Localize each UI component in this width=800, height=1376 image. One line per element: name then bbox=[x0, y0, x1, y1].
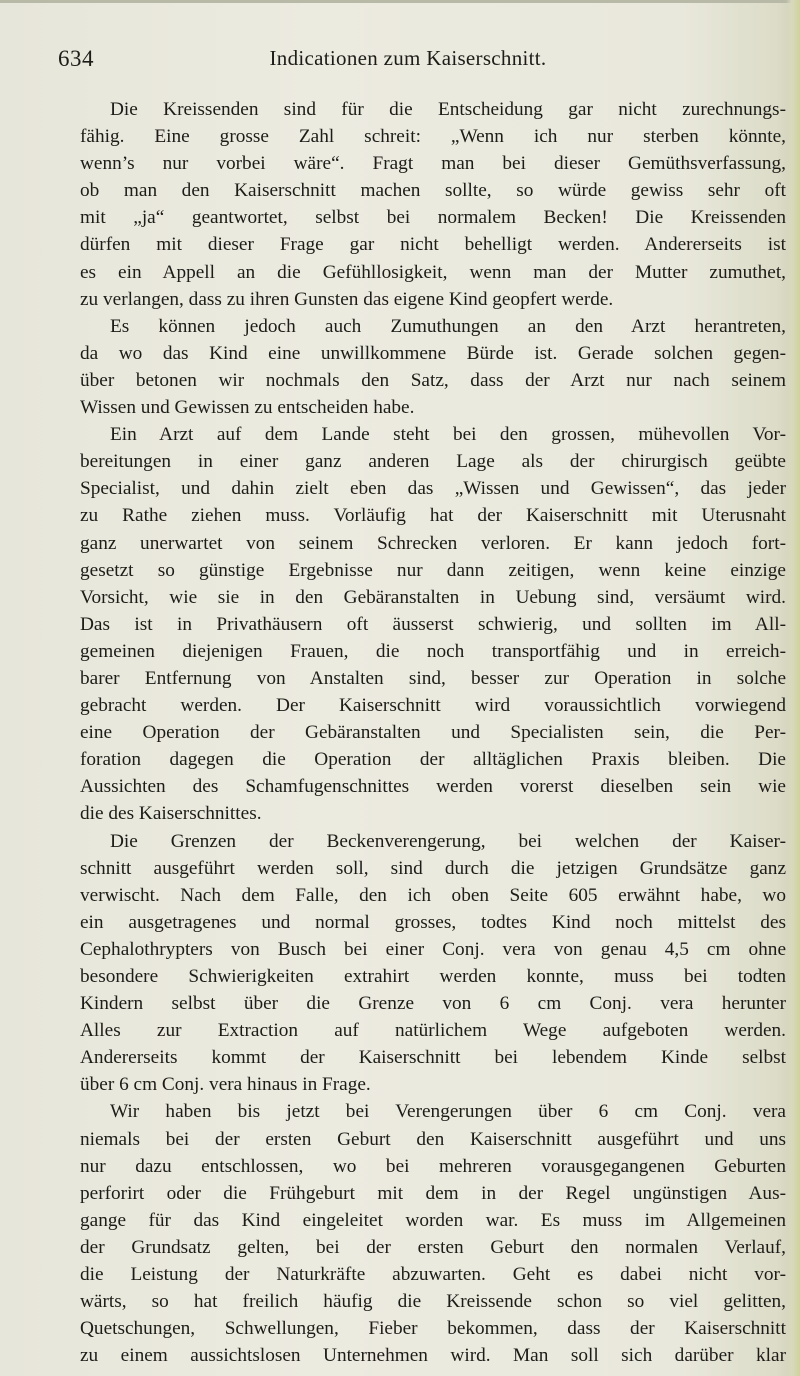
text-line: verwischt. Nach dem Falle, den ich oben Seite 605 erwähnt habe, wo bbox=[80, 884, 786, 906]
text-line: Es können jedoch auch Zumuthungen an den Arzt herantreten, bbox=[110, 315, 786, 337]
text-line: die Leistung der Naturkräfte abzuwarten. Geht es dabei nicht vor- bbox=[80, 1264, 786, 1286]
text-line: besondere Schwierigkeiten extrahirt werden konnte, muss bei todten bbox=[80, 966, 786, 987]
text-line: Aussichten des Schamfugenschnittes werden vorerst dieselben sein wie bbox=[80, 776, 786, 798]
text-line: foration dagegen die Operation der alltäglichen Praxis bleiben. Die bbox=[80, 749, 786, 771]
text-line: ob man den Kaiserschnitt machen sollte, so würde gewiss sehr oft bbox=[80, 180, 786, 202]
text-line: schnitt ausgeführt werden soll, sind durch die jetzigen Grundsätze ganz bbox=[80, 857, 786, 879]
text-line: niemals bei der ersten Geburt den Kaiserschnitt ausgeführt und uns bbox=[80, 1128, 786, 1150]
text-line: fähig. Eine grosse Zahl schreit: „Wenn ich nur sterben könnte, bbox=[80, 126, 786, 148]
text-line: Cephalothrypters von Busch bei einer Conj. vera von genau 4,5 cm ohne bbox=[80, 938, 786, 960]
text-line: Wissen und Gewissen zu entscheiden habe. bbox=[80, 397, 415, 419]
text-line: ein ausgetragenes und normal grosses, todtes Kind noch mittelst des bbox=[80, 911, 786, 933]
text-line: zu einem aussichtslosen Unternehmen wird. Man soll sich darüber klar bbox=[80, 1345, 786, 1367]
text-line: eine Operation der Gebäranstalten und Specialisten sein, die Per- bbox=[80, 722, 786, 744]
page-number: 634 bbox=[58, 46, 94, 71]
text-line: gemeinen diejenigen Frauen, die noch transportfähig und in erreich- bbox=[80, 640, 786, 662]
text-line: Wir haben bis jetzt bei Verengerungen über 6 cm Conj. vera bbox=[110, 1101, 786, 1123]
page-edge-shadow bbox=[786, 0, 800, 1376]
text-line: Die Grenzen der Beckenverengerung, bei welchen der Kaiser- bbox=[110, 830, 786, 852]
text-line: mit „ja“ geantwortet, selbst bei normalem Becken! Die Kreissenden bbox=[80, 207, 786, 229]
text-line: Die Kreissenden sind für die Entscheidung gar nicht zurechnungs- bbox=[110, 99, 786, 120]
text-line: perforirt oder die Frühgeburt mit dem in der Regel ungünstigen Aus- bbox=[80, 1182, 786, 1204]
text-line: der Grundsatz gelten, bei der ersten Geburt den normalen Verlauf, bbox=[80, 1236, 786, 1258]
running-head: Indicationen zum Kaiserschnitt. bbox=[269, 46, 547, 70]
text-line: da wo das Kind eine unwillkommene Bürde ist. Gerade solchen gegen- bbox=[80, 342, 786, 364]
text-line: barer Entfernung von Anstalten sind, besser zur Operation in solche bbox=[80, 667, 786, 689]
text-line: gebracht werden. Der Kaiserschnitt wird voraussichtlich vorwiegend bbox=[80, 695, 786, 717]
text-line: über 6 cm Conj. vera hinaus in Frage. bbox=[80, 1074, 371, 1096]
text-line: die des Kaiserschnittes. bbox=[80, 803, 262, 825]
text-line: Specialist, und dahin zielt eben das „Wissen und Gewissen“, das jeder bbox=[80, 478, 786, 500]
page-header bbox=[58, 46, 758, 78]
text-line: Das ist in Privathäusern oft äusserst schwierig, und sollten im All- bbox=[80, 613, 786, 635]
body-text bbox=[80, 96, 786, 1369]
text-line: Ein Arzt auf dem Lande steht bei den grossen, mühevollen Vor- bbox=[110, 424, 786, 446]
text-line: ganz unerwartet von seinem Schrecken verloren. Er kann jedoch fort- bbox=[80, 532, 786, 554]
text-line: Kindern selbst über die Grenze von 6 cm Conj. vera herunter bbox=[80, 993, 786, 1015]
text-line: es ein Appell an die Gefühllosigkeit, wenn man der Mutter zumuthet, bbox=[80, 261, 786, 283]
text-line: gesetzt so günstige Ergebnisse nur dann zeitigen, wenn keine einzige bbox=[80, 559, 786, 581]
text-line: Alles zur Extraction auf natürlichem Wege aufgeboten werden. bbox=[80, 1020, 786, 1042]
text-line: zu verlangen, dass zu ihren Gunsten das eigene Kind geopfert werde. bbox=[80, 288, 614, 310]
text-line: wenn’s nur vorbei wäre“. Fragt man bei dieser Gemüthsverfassung, bbox=[80, 153, 786, 175]
text-line: wärts, so hat freilich häufig die Kreissende schon so viel gelitten, bbox=[80, 1291, 786, 1313]
text-line: zu Rathe ziehen muss. Vorläufig hat der Kaiserschnitt mit Uterusnaht bbox=[80, 505, 786, 527]
text-line: gange für das Kind eingeleitet worden war. Es muss im Allgemeinen bbox=[80, 1209, 786, 1231]
top-edge-line bbox=[0, 0, 800, 3]
text-line: Quetschungen, Schwellungen, Fieber bekommen, dass der Kaiserschnitt bbox=[80, 1318, 786, 1340]
text-line: Andererseits kommt der Kaiserschnitt bei lebendem Kinde selbst bbox=[80, 1047, 786, 1069]
text-line: Vorsicht, wie sie in den Gebäranstalten in Uebung sind, versäumt wird. bbox=[80, 586, 786, 608]
text-line: über betonen wir nochmals den Satz, dass der Arzt nur nach seinem bbox=[80, 369, 786, 391]
text-line: bereitungen in einer ganz anderen Lage als der chirurgisch geübte bbox=[80, 451, 786, 473]
text-line: dürfen mit dieser Frage gar nicht behelligt werden. Andererseits ist bbox=[80, 234, 786, 256]
text-line: nur dazu entschlossen, wo bei mehreren vorausgegangenen Geburten bbox=[80, 1155, 786, 1177]
